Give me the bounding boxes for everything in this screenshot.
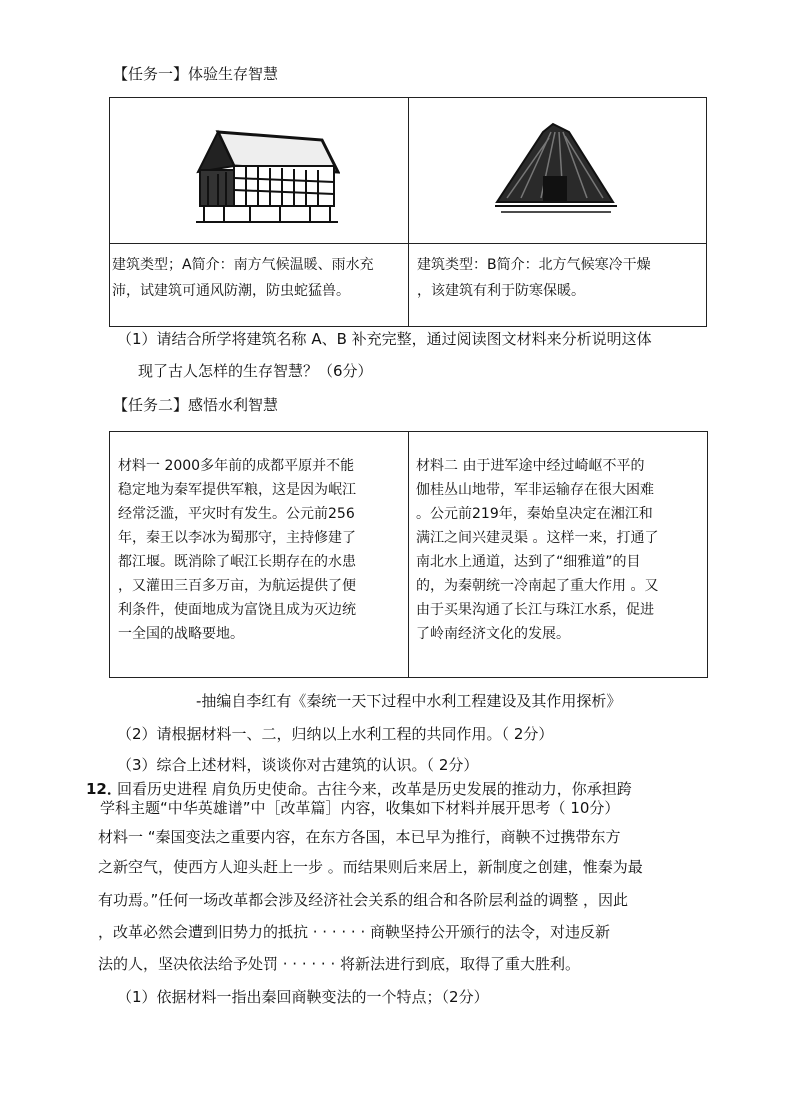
q12-intro-line1: 回看历史进程 肩负历史使命。古往今来，改革是历史发展的推动力，你承担跨 xyxy=(117,780,632,798)
q12-material-line3: 有功焉。”任何一场改革都会涉及经济社会关系的组合和各阶层利益的调整 ，因此 xyxy=(98,891,629,909)
task1-heading: 【任务一】体验生存智慧 xyxy=(113,65,279,83)
building-b-image-cell xyxy=(409,98,707,244)
q12-material-line5: 法的人，坚决依法给予处罚 · · · · · · 将新法进行到底，取得了重大胜利。 xyxy=(98,955,580,973)
material-two: 材料二 由于进军途中经过崎岖不平的 伽桂丛山地带，军非运输存在很大困难 。公元前219年，秦始皇决定在湘江和 满江之间兴建灵渠 。这样一来，打通了 南北水上通道，达到了“细雅道”的目 的，为秦朝统一冷南起了重大作用 。又 由于买果沟通了长江与珠江水系，促进 了岭南经济文化的发展。 xyxy=(416,458,659,642)
q12-material-line4: ，改革必然会遭到旧势力的抵抗 · · · · · · 商鞅坚持公开颁行的法令，对违反新 xyxy=(98,923,610,941)
q12-material-line1: 材料一 “秦国变法之重要内容，在东方各国，本已早为推行，商鞅不过携带东方 xyxy=(98,828,621,846)
water-material-box xyxy=(109,431,708,678)
q12-intro-line2: 学科主题“中华英雄谱”中［改革篇］内容，收集如下材料并展开思考（ 10分） xyxy=(100,799,620,817)
task2-question-2: （2）请根据材料一、二，归纳以上水利工程的共同作用。（ 2分） xyxy=(117,725,554,743)
building-a-image-cell xyxy=(110,98,409,244)
material-one: 材料一 2000多年前的成都平原并不能 稳定地为秦军提供军粮，这是因为岷江 经常泛滥，平灾时有发生。公元前256 年，秦王以李冰为蜀那守，主持修建了 都江堰。既消除了岷江长期存在的水患 ，又灌田三百多万亩，为航运提供了便 利条件，使面地成为富饶且成为灭边统 一全国的战略要地。 xyxy=(118,458,356,642)
task1-question-line1: （1）请结合所学将建筑名称 A、B 补充完整，通过阅读图文材料来分析说明这体 xyxy=(117,330,652,348)
task1-question-line2: 现了古人怎样的生存智慧？（6分） xyxy=(138,362,373,380)
building-b-caption: 建筑类型：B简介：北方气候寒冷干燥 ，该建筑有利于防寒保暖。 xyxy=(409,244,707,327)
building-table xyxy=(109,97,707,327)
building-a-caption: 建筑类型；A简介：南方气候温暖、雨水充 沛，试建筑可通风防潮，防虫蛇猛兽。 xyxy=(110,244,409,327)
material-source: -抽编自李红有《秦统一天下过程中水利工程建设及其作用探析》 xyxy=(196,692,622,710)
q12-material-line2: 之新空气，使西方人迎头赶上一步 。而结果则后来居上，新制度之创建，惟秦为最 xyxy=(98,858,643,876)
q12-number: 12． xyxy=(86,780,122,798)
task2-heading: 【任务二】感悟水利智慧 xyxy=(113,396,279,414)
task2-question-3: （3）综合上述材料，谈谈你对古建筑的认识。（ 2分） xyxy=(117,756,479,774)
box-divider xyxy=(408,432,409,677)
q12-subquestion-1: （1）依据材料一指出秦回商鞅变法的一个特点；（2分） xyxy=(117,988,489,1006)
